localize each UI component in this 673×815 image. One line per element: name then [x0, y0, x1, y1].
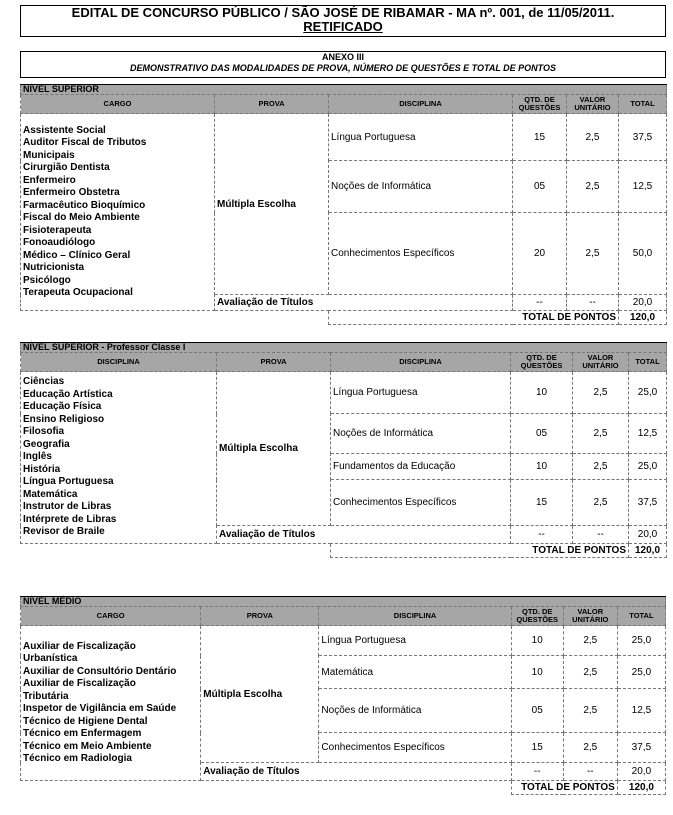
- cargo-item: Psicólogo: [23, 274, 71, 286]
- cargo-item: Ensino Religioso: [23, 413, 105, 425]
- cargo-item: Instrutor de Libras: [23, 501, 112, 513]
- section-professor-classe-i: [20, 342, 667, 558]
- cargo-item: Técnico de Higiene Dental: [23, 715, 148, 727]
- col-header-prova: PROVA: [217, 353, 331, 372]
- valor-cell: 2,5: [563, 689, 617, 733]
- qtd-cell: 15: [511, 480, 573, 526]
- cargo-item: Técnico em Enfermagem: [23, 728, 142, 739]
- valor-cell: 2,5: [567, 161, 619, 213]
- cargo-item: Educação Física: [23, 401, 102, 413]
- valor-cell: 2,5: [563, 733, 617, 763]
- titulos-qtd: --: [513, 295, 567, 311]
- prova-cell: Múltipla Escolha: [215, 114, 329, 295]
- total-cell: 25,0: [629, 454, 667, 480]
- cargo-item: Filosofia: [23, 426, 65, 438]
- total-pontos-label: TOTAL DE PONTOS: [511, 781, 617, 795]
- cargo-list: [21, 114, 215, 311]
- total-cell: 12,5: [629, 414, 667, 454]
- cargo-item: Fisioterapeuta: [23, 224, 92, 236]
- col-header-disciplina: DISCIPLINA: [319, 607, 511, 626]
- col-header-valor-b: UNITÁRIO: [572, 615, 609, 624]
- total-cell: 25,0: [617, 656, 665, 689]
- total-pontos-value: 120,0: [619, 311, 667, 325]
- cargo-list: [21, 372, 217, 544]
- total-pontos-value: 120,0: [629, 544, 667, 558]
- total-cell: 50,0: [619, 213, 667, 295]
- cargo-item: Farmacêutico Bioquímico: [23, 199, 146, 211]
- prova-cell: Múltipla Escolha: [201, 626, 319, 763]
- disciplina-cell: Noções de Informática: [319, 689, 511, 733]
- col-header-valor-b: UNITÁRIO: [582, 361, 619, 370]
- titulos-total: 20,0: [617, 763, 665, 781]
- spacer: [21, 781, 512, 795]
- titulos-valor: --: [567, 295, 619, 311]
- cargo-item: Auxiliar de Fiscalização: [23, 640, 136, 652]
- section-nivel-medio: [20, 596, 666, 795]
- cargo-item: Revisor de Braile: [23, 526, 105, 538]
- titulos-qtd: --: [511, 526, 573, 544]
- titulos-label: Avaliação de Títulos: [201, 763, 511, 781]
- cargo-item: História: [23, 463, 61, 475]
- col-header-valor-a: VALOR: [577, 607, 604, 616]
- qtd-cell: 20: [513, 213, 567, 295]
- cargo-item: Enfermeiro: [23, 174, 76, 186]
- col-header-valor-a: VALOR: [579, 95, 606, 104]
- valor-cell: 2,5: [573, 454, 629, 480]
- total-cell: 37,5: [617, 733, 665, 763]
- disciplina-cell: Língua Portuguesa: [329, 114, 513, 161]
- total-pontos-value: 120,0: [617, 781, 665, 795]
- total-pontos-label: TOTAL DE PONTOS: [329, 311, 619, 325]
- col-header-total: TOTAL: [619, 95, 667, 114]
- disciplina-cell: Matemática: [319, 656, 511, 689]
- annex-subtitle: DEMONSTRATIVO DAS MODALIDADES DE PROVA, NÚMERO DE QUESTÕES E TOTAL DE PONTOS: [129, 63, 557, 73]
- col-header-prova: PROVA: [215, 95, 329, 114]
- col-header-qtd-b: QUESTÕES: [520, 361, 563, 370]
- col-header-valor: [567, 95, 619, 114]
- total-cell: 25,0: [617, 626, 665, 656]
- cargo-item: Enfermeiro Obstetra: [23, 187, 120, 198]
- valor-cell: 2,5: [567, 213, 619, 295]
- valor-cell: 2,5: [573, 414, 629, 454]
- col-header-valor: [563, 607, 617, 626]
- disciplina-cell: Noções de Informática: [329, 161, 513, 213]
- col-header-qtd-a: QTD. DE: [526, 353, 557, 362]
- qtd-cell: 15: [513, 114, 567, 161]
- col-header-valor: [573, 353, 629, 372]
- cargo-item: Inglês: [23, 451, 52, 463]
- disciplina-cell: Conhecimentos Específicos: [329, 213, 513, 295]
- document-title: EDITAL DE CONCURSO PÚBLICO / SÃO JOSÉ DE RIBAMAR - MA nº. 001, de 11/05/2011.: [71, 5, 615, 20]
- document-header: [20, 5, 666, 37]
- total-cell: 12,5: [617, 689, 665, 733]
- col-header-cargo: CARGO: [21, 607, 201, 626]
- cargo-item: Geografia: [23, 438, 70, 450]
- prova-cell: Múltipla Escolha: [217, 372, 331, 526]
- qtd-cell: 05: [511, 414, 573, 454]
- col-header-qtd-b: QUESTÕES: [518, 103, 561, 112]
- disciplina-cell: Fundamentos da Educação: [331, 454, 511, 480]
- spacer: [21, 544, 331, 558]
- cargo-item: Ciências: [23, 376, 65, 388]
- total-cell: 37,5: [629, 480, 667, 526]
- valor-cell: 2,5: [563, 626, 617, 656]
- cargo-item: Auxiliar de Fiscalização: [23, 678, 136, 689]
- disciplina-cell: Noções de Informática: [331, 414, 511, 454]
- cargo-item: Terapeuta Ocupacional: [23, 287, 133, 298]
- cargo-item: Assistente Social: [23, 124, 106, 136]
- cargo-list: [21, 626, 201, 781]
- total-cell: 12,5: [619, 161, 667, 213]
- section-band: NÍVEL SUPERIOR - Professor Classe I: [21, 343, 667, 353]
- section-nivel-superior: [20, 84, 667, 325]
- total-cell: 37,5: [619, 114, 667, 161]
- cargo-item: Matemática: [23, 488, 78, 500]
- qtd-cell: 15: [511, 733, 563, 763]
- cargo-item: Língua Portuguesa: [23, 476, 114, 488]
- cargo-item: Educação Artística: [23, 388, 113, 400]
- titulos-label: Avaliação de Títulos: [217, 526, 511, 544]
- col-header-valor-a: VALOR: [587, 353, 614, 362]
- col-header-cargo: CARGO: [21, 95, 215, 114]
- cargo-item: Técnico em Meio Ambiente: [23, 740, 152, 752]
- titulos-total: 20,0: [619, 295, 667, 311]
- disciplina-cell: Língua Portuguesa: [319, 626, 511, 656]
- cargo-item: Técnico em Radiologia: [23, 753, 132, 764]
- cargo-item: Auditor Fiscal de Tributos: [23, 137, 147, 148]
- col-header-qtd-a: QTD. DE: [521, 607, 553, 616]
- cargo-item: Urbanística: [23, 653, 78, 664]
- cargo-item: Municipais: [23, 149, 75, 161]
- cargo-item: Nutricionista: [23, 262, 85, 273]
- qtd-cell: 05: [513, 161, 567, 213]
- col-header-qtd: [511, 353, 573, 372]
- spacer: [21, 311, 329, 325]
- titulos-qtd: --: [511, 763, 563, 781]
- document-subtitle: RETIFICADO: [303, 19, 383, 34]
- cargo-item: Fonoaudiólogo: [23, 237, 96, 248]
- valor-cell: 2,5: [567, 114, 619, 161]
- col-header-disciplina: DISCIPLINA: [21, 353, 217, 372]
- total-cell: 25,0: [629, 372, 667, 414]
- cargo-item: Médico – Clínico Geral: [23, 249, 131, 261]
- titulos-valor: --: [573, 526, 629, 544]
- col-header-qtd: [511, 607, 563, 626]
- valor-cell: 2,5: [573, 372, 629, 414]
- cargo-item: Auxiliar de Consultório Dentário: [23, 665, 177, 677]
- disciplina-cell: Conhecimentos Específicos: [319, 733, 511, 763]
- qtd-cell: 05: [511, 689, 563, 733]
- cargo-item: Inspetor de Vigilância em Saúde: [23, 703, 177, 714]
- section-band: NÍVEL SUPERIOR: [21, 85, 667, 95]
- disciplina-cell: Língua Portuguesa: [331, 372, 511, 414]
- col-header-qtd-a: QTD. DE: [524, 95, 555, 104]
- titulos-total: 20,0: [629, 526, 667, 544]
- total-pontos-label: TOTAL DE PONTOS: [331, 544, 629, 558]
- col-header-qtd: [513, 95, 567, 114]
- titulos-label: Avaliação de Títulos: [215, 295, 513, 311]
- qtd-cell: 10: [511, 656, 563, 689]
- col-header-total: TOTAL: [629, 353, 667, 372]
- titulos-valor: --: [563, 763, 617, 781]
- annex-header: [20, 51, 666, 78]
- col-header-disciplina: DISCIPLINA: [331, 353, 511, 372]
- qtd-cell: 10: [511, 626, 563, 656]
- annex-title: ANEXO III: [321, 52, 364, 62]
- section-band: NÍVEL MÉDIO: [21, 597, 666, 607]
- col-header-disciplina: DISCIPLINA: [329, 95, 513, 114]
- cargo-item: Cirurgião Dentista: [23, 162, 110, 173]
- qtd-cell: 10: [511, 372, 573, 414]
- col-header-qtd-b: QUESTÕES: [516, 615, 559, 624]
- cargo-item: Fiscal do Meio Ambiente: [23, 212, 140, 223]
- cargo-item: Intérprete de Libras: [23, 513, 117, 525]
- col-header-total: TOTAL: [617, 607, 665, 626]
- valor-cell: 2,5: [573, 480, 629, 526]
- cargo-item: Tributária: [23, 690, 69, 702]
- disciplina-cell: Conhecimentos Específicos: [331, 480, 511, 526]
- valor-cell: 2,5: [563, 656, 617, 689]
- col-header-prova: PROVA: [201, 607, 319, 626]
- col-header-valor-b: UNITÁRIO: [574, 103, 611, 112]
- qtd-cell: 10: [511, 454, 573, 480]
